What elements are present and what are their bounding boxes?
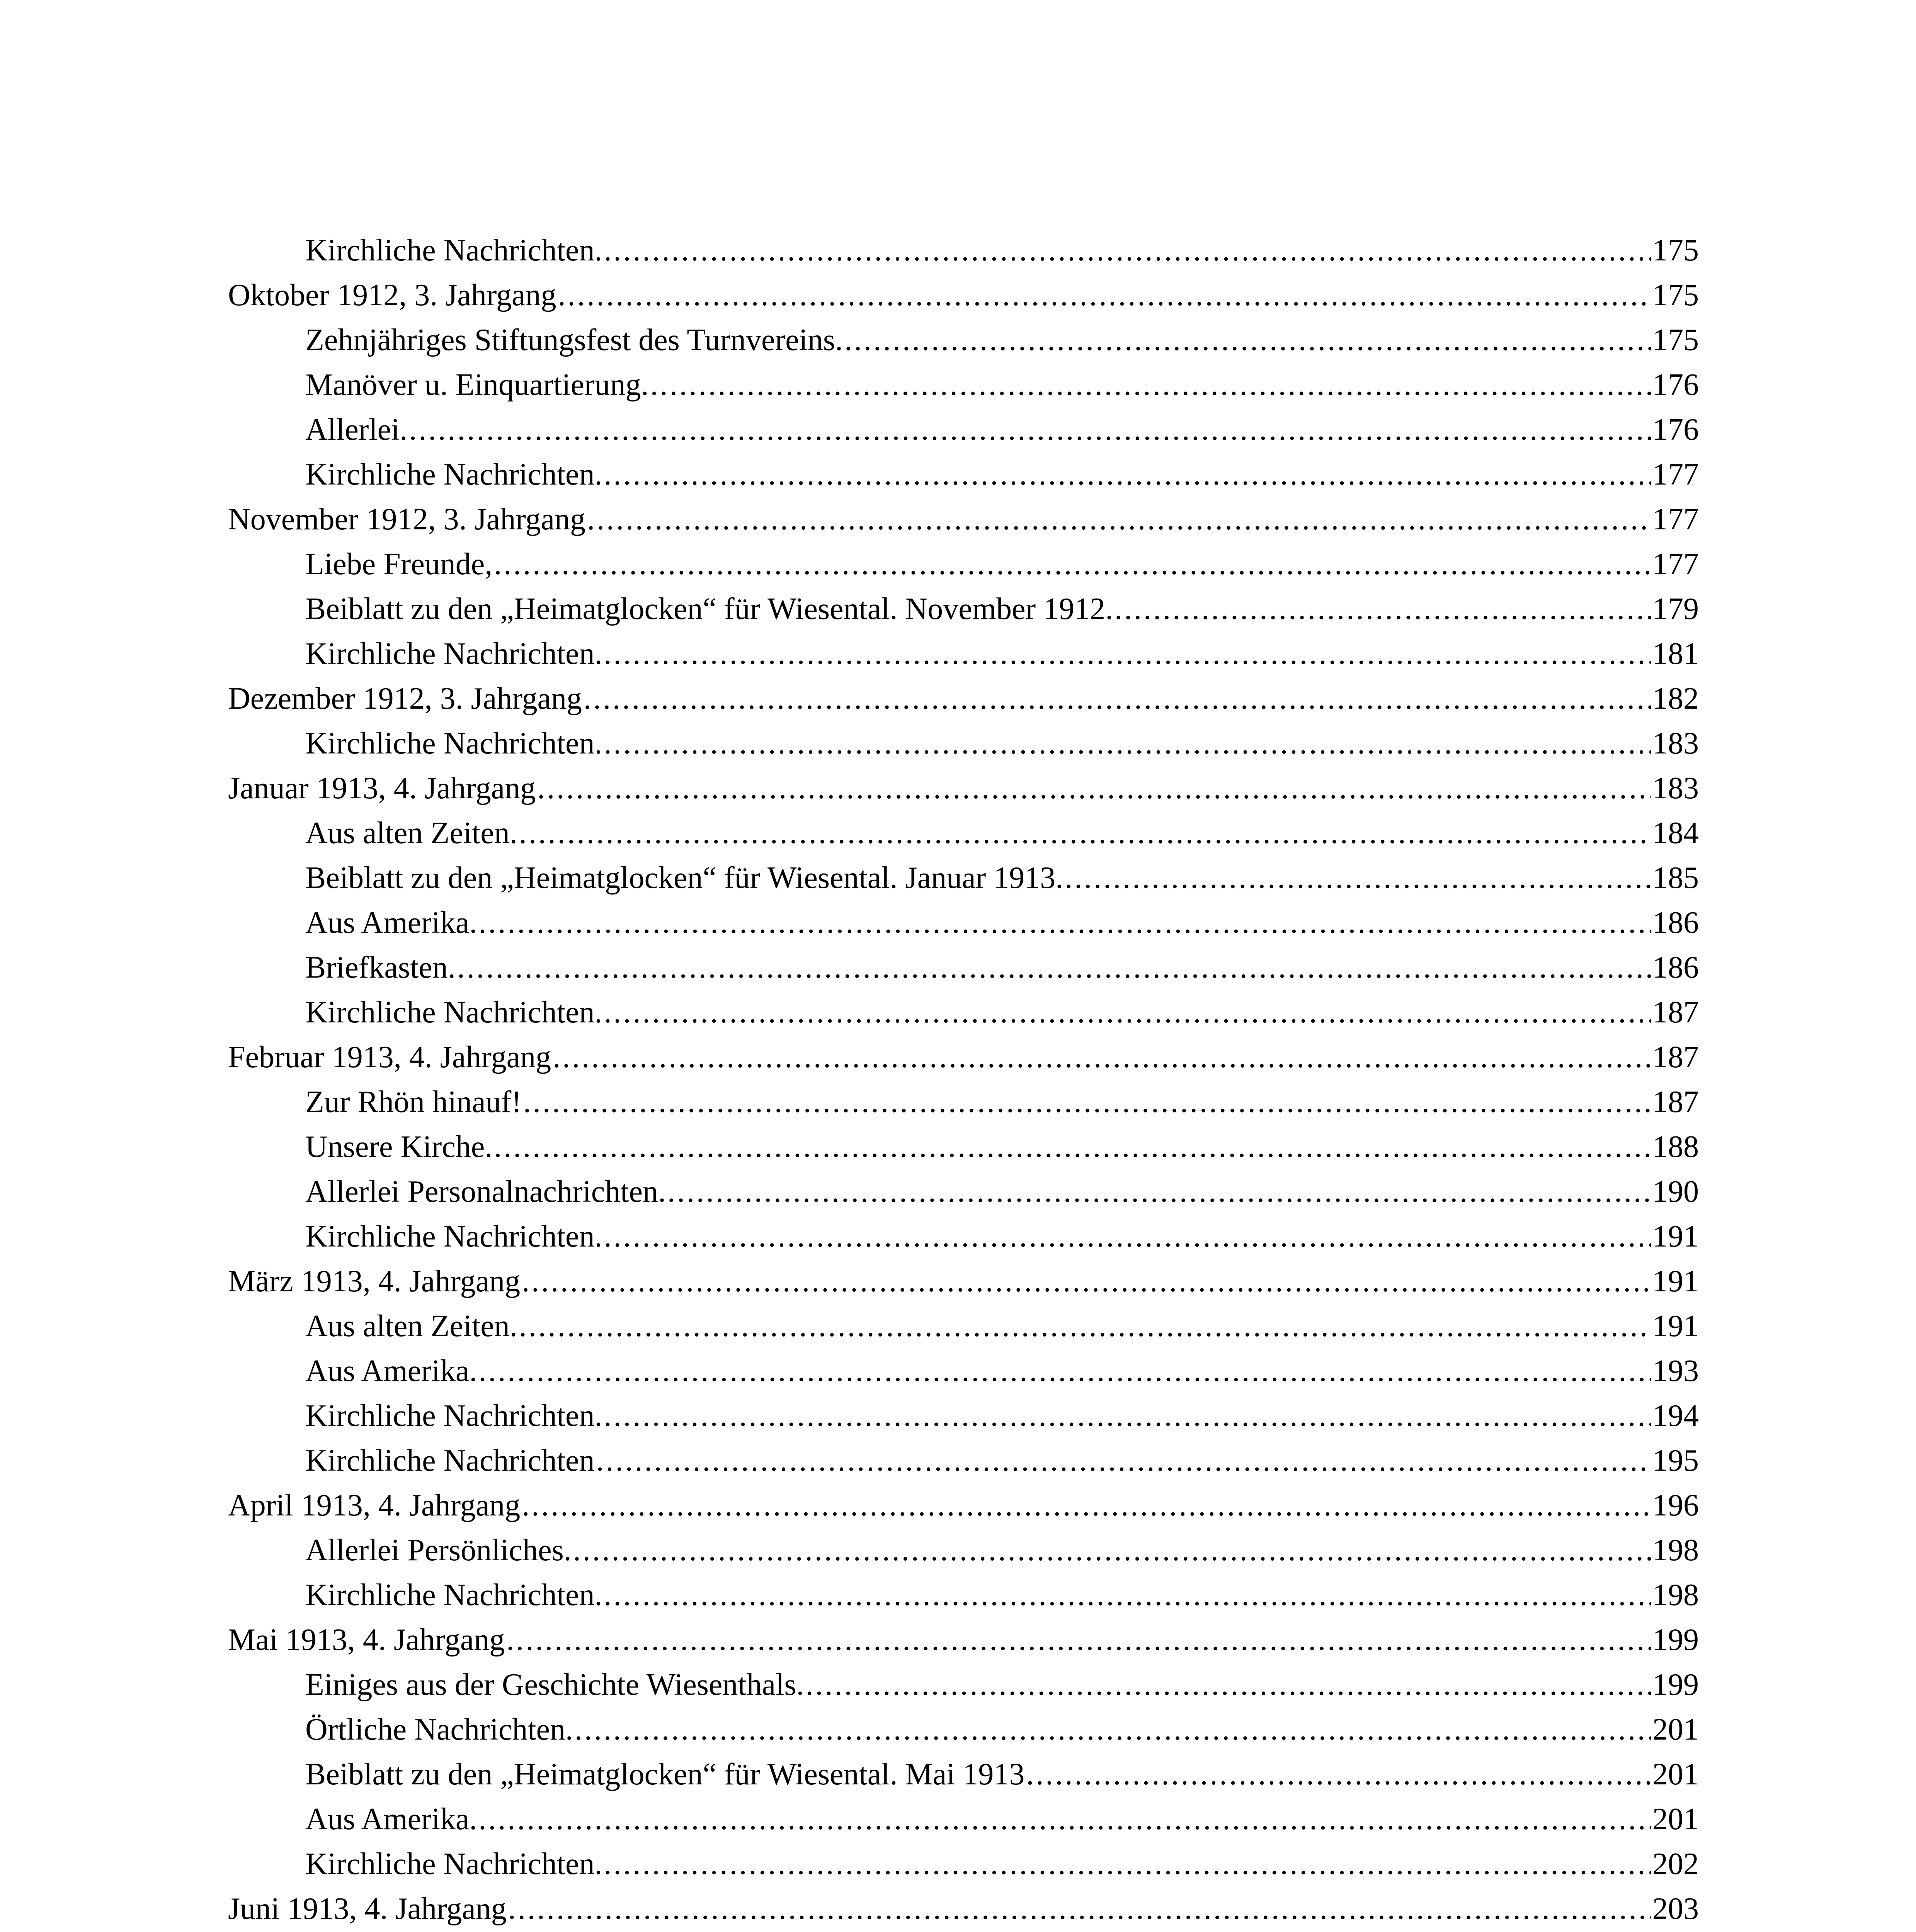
toc-entry-page-number: 202 [1652,1847,1699,1881]
toc-dot-leader [457,945,1651,990]
toc-entry-title: Kirchliche Nachrichten. [305,457,602,492]
toc-entry-title: Aus Amerika. [305,1354,477,1388]
toc-entry[interactable] [228,587,1699,631]
toc-entry-page-number: 201 [1652,1757,1699,1791]
toc-entry-page-number: 191 [1652,1264,1699,1298]
toc-entry-page-number: 187 [1652,995,1699,1029]
toc-dot-leader [519,811,1651,855]
toc-entry[interactable] [228,1124,1699,1169]
toc-entry-title: Dezember 1912, 3. Jahrgang [228,682,582,716]
toc-entry[interactable] [228,766,1699,811]
toc-entry-title: Einiges aus der Geschichte Wiesenthals. [305,1668,804,1702]
toc-dot-leader [604,631,1651,676]
toc-entry[interactable] [228,1304,1699,1349]
toc-dot-leader [553,1035,1651,1080]
toc-entry-page-number: 203 [1652,1892,1699,1926]
toc-entry-page-number: 183 [1652,726,1699,760]
toc-entry-title: Kirchliche Nachrichten. [305,1219,602,1253]
toc-entry-page-number: 201 [1652,1713,1699,1747]
toc-entry[interactable] [228,676,1699,721]
toc-entry-page-number: 187 [1652,1040,1699,1074]
toc-entry[interactable] [228,1035,1699,1080]
toc-entry-title: Zur Rhön hinauf! [305,1085,522,1119]
toc-entry[interactable] [228,407,1699,452]
toc-entry-title: Manöver u. Einquartierung. [305,368,649,402]
toc-entry-page-number: 190 [1652,1175,1699,1209]
toc-entry[interactable] [228,721,1699,766]
toc-dot-leader [1065,855,1651,900]
toc-entry[interactable] [228,318,1699,362]
toc-dot-leader [519,1304,1651,1349]
toc-entry-page-number: 183 [1652,771,1699,805]
toc-dot-leader [604,1842,1651,1886]
toc-dot-leader [667,1169,1651,1214]
toc-entry[interactable] [228,1393,1699,1438]
toc-dot-leader [523,1080,1651,1124]
toc-entry[interactable] [228,1259,1699,1304]
toc-entry[interactable] [228,1707,1699,1752]
toc-dot-leader [805,1662,1651,1707]
toc-dot-leader [409,407,1651,452]
toc-entry-title: Beiblatt zu den „Heimatglocken“ für Wiesental. November 1912. [305,592,1113,626]
toc-entry-title: Kirchliche Nachrichten. [305,233,602,267]
toc-dot-leader [604,1573,1651,1617]
toc-entry[interactable] [228,1080,1699,1124]
toc-entry-title: Allerlei Persönliches. [305,1533,572,1567]
toc-entry[interactable] [228,631,1699,676]
toc-entry[interactable] [228,1438,1699,1483]
toc-dot-leader [1026,1752,1651,1797]
toc-dot-leader [604,1393,1651,1438]
toc-entry-title: Zehnjähriges Stiftungsfest des Turnvereins. [305,323,843,357]
toc-entry-page-number: 182 [1652,682,1699,716]
toc-dot-leader [575,1707,1651,1752]
toc-entry-page-number: 198 [1652,1533,1699,1567]
toc-entry-page-number: 181 [1652,637,1699,671]
toc-entry-page-number: 194 [1652,1399,1699,1433]
toc-entry[interactable] [228,811,1699,855]
toc-entry-title: Juni 1913, 4. Jahrgang [228,1892,507,1926]
toc-entry-title: Januar 1913, 4. Jahrgang [228,771,536,805]
toc-entry-title: Mai 1913, 4. Jahrgang [228,1623,505,1657]
toc-entry-title: April 1913, 4. Jahrgang [228,1488,521,1522]
toc-dot-leader [604,721,1651,766]
toc-entry[interactable] [228,1169,1699,1214]
toc-entry-title: Kirchliche Nachrichten. [305,1399,602,1433]
toc-dot-leader [844,318,1651,362]
toc-entry-page-number: 196 [1652,1488,1699,1522]
toc-entry-title: November 1912, 3. Jahrgang [228,502,585,536]
toc-entry-title: Beiblatt zu den „Heimatglocken“ für Wiesental. Mai 1913 [305,1757,1025,1791]
toc-dot-leader [478,1349,1651,1393]
toc-entry-page-number: 201 [1652,1802,1699,1836]
toc-entry[interactable] [228,1886,1699,1931]
toc-dot-leader [558,273,1651,318]
toc-entry[interactable] [228,273,1699,318]
toc-entry-title: Allerlei. [305,413,408,447]
toc-entry-page-number: 175 [1652,323,1699,357]
toc-entry-title: Liebe Freunde, [305,547,493,581]
toc-dot-leader [478,1797,1651,1842]
toc-dot-leader [494,1124,1651,1169]
toc-dot-leader [508,1886,1651,1931]
toc-entry-title: März 1913, 4. Jahrgang [228,1264,521,1298]
toc-entry[interactable] [228,1662,1699,1707]
toc-entry-page-number: 186 [1652,906,1699,940]
toc-entry[interactable] [228,1483,1699,1528]
toc-dot-leader [1115,587,1651,631]
toc-entry-page-number: 188 [1652,1130,1699,1164]
toc-dot-leader [522,1259,1651,1304]
table-of-contents [228,228,1699,1932]
toc-dot-leader [478,900,1651,945]
toc-entry-title: Örtliche Nachrichten. [305,1713,573,1747]
toc-entry[interactable] [228,542,1699,587]
toc-entry-title: Kirchliche Nachrichten. [305,995,602,1029]
toc-dot-leader [584,676,1651,721]
toc-dot-leader [650,362,1651,407]
toc-entry[interactable] [228,990,1699,1035]
toc-entry[interactable] [228,945,1699,990]
toc-entry-title: Kirchliche Nachrichten. [305,1578,602,1612]
toc-dot-leader [506,1617,1651,1662]
toc-entry-title: Februar 1913, 4. Jahrgang [228,1040,551,1074]
toc-entry-title: Kirchliche Nachrichten [305,1444,595,1478]
toc-entry-title: Unsere Kirche. [305,1130,493,1164]
toc-entry-page-number: 187 [1652,1085,1699,1119]
toc-dot-leader [587,497,1651,542]
toc-entry-page-number: 177 [1652,502,1699,536]
toc-entry-page-number: 195 [1652,1444,1699,1478]
toc-dot-leader [537,766,1651,811]
toc-entry[interactable] [228,1797,1699,1842]
toc-entry-title: Aus Amerika. [305,1802,477,1836]
toc-entry[interactable] [228,1617,1699,1662]
toc-entry-page-number: 176 [1652,368,1699,402]
toc-entry[interactable] [228,1349,1699,1393]
toc-entry-title: Kirchliche Nachrichten. [305,726,602,760]
toc-entry-page-number: 191 [1652,1309,1699,1343]
toc-entry[interactable] [228,362,1699,407]
toc-entry-title: Allerlei Personalnachrichten. [305,1175,666,1209]
toc-entry-title: Aus alten Zeiten. [305,816,517,850]
toc-dot-leader [604,1214,1651,1259]
toc-entry-title: Kirchliche Nachrichten. [305,1847,602,1881]
toc-entry-title: Beiblatt zu den „Heimatglocken“ für Wiesental. Januar 1913. [305,861,1063,895]
toc-entry-title: Kirchliche Nachrichten. [305,637,602,671]
toc-entry[interactable] [228,228,1699,273]
toc-entry-page-number: 177 [1652,547,1699,581]
toc-entry-page-number: 177 [1652,457,1699,492]
toc-entry[interactable] [228,855,1699,900]
toc-entry-title: Aus alten Zeiten. [305,1309,517,1343]
toc-entry-page-number: 185 [1652,861,1699,895]
toc-dot-leader [596,1438,1651,1483]
toc-dot-leader [522,1483,1651,1528]
toc-entry-page-number: 193 [1652,1354,1699,1388]
toc-entry-page-number: 199 [1652,1623,1699,1657]
toc-dot-leader [604,990,1651,1035]
toc-entry-title: Aus Amerika. [305,906,477,940]
toc-entry-page-number: 191 [1652,1219,1699,1253]
toc-entry[interactable] [228,900,1699,945]
toc-entry[interactable] [228,1842,1699,1886]
toc-entry[interactable] [228,1573,1699,1617]
toc-entry-page-number: 176 [1652,413,1699,447]
toc-entry-page-number: 186 [1652,951,1699,985]
toc-dot-leader [494,542,1651,587]
toc-entry-page-number: 199 [1652,1668,1699,1702]
toc-entry-title: Oktober 1912, 3. Jahrgang [228,278,556,312]
toc-dot-leader [604,452,1651,497]
toc-entry-page-number: 198 [1652,1578,1699,1612]
toc-entry[interactable] [228,497,1699,542]
toc-entry-page-number: 175 [1652,278,1699,312]
toc-entry[interactable] [228,452,1699,497]
toc-entry[interactable] [228,1528,1699,1573]
toc-entry[interactable] [228,1752,1699,1797]
toc-entry-page-number: 184 [1652,816,1699,850]
toc-dot-leader [573,1528,1651,1573]
toc-entry-title: Briefkasten. [305,951,456,985]
toc-entry-page-number: 175 [1652,233,1699,267]
toc-entry-page-number: 179 [1652,592,1699,626]
toc-entry[interactable] [228,1214,1699,1259]
toc-dot-leader [604,228,1651,273]
